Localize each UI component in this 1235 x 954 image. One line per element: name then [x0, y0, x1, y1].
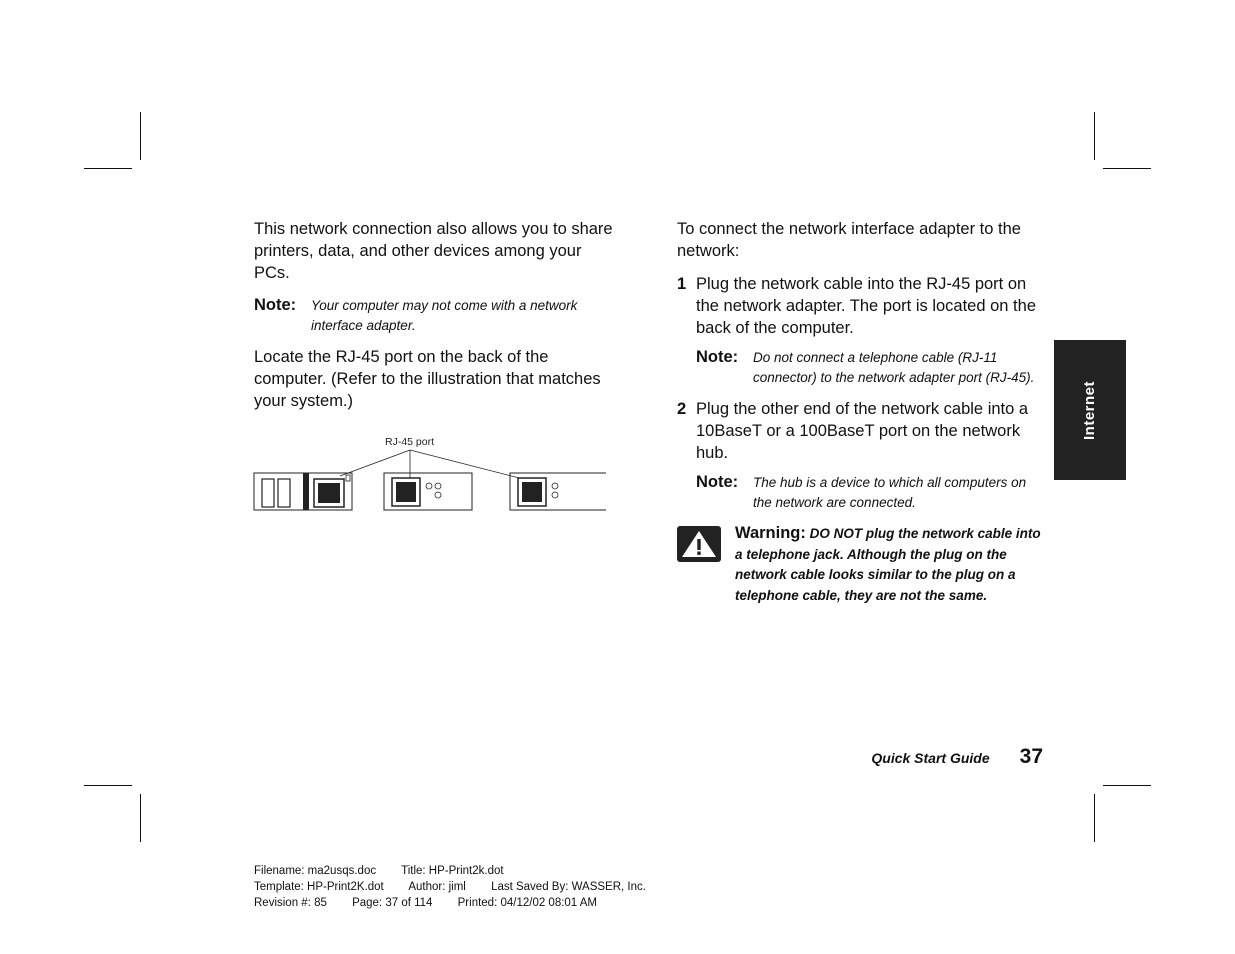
warning-block	[677, 523, 1047, 606]
meta-filename: Filename: ma2usqs.doc	[254, 865, 377, 877]
note-text: Your computer may not come with a network interface adapter.	[311, 298, 578, 333]
document-metadata	[254, 863, 668, 911]
meta-author: Author: jiml	[408, 881, 466, 893]
crop-mark	[1094, 112, 1095, 160]
meta-revision: Revision #: 85	[254, 897, 327, 909]
meta-title: Title: HP-Print2k.dot	[401, 865, 504, 877]
crop-mark	[1103, 785, 1151, 786]
rj45-port-label: RJ-45 port	[385, 436, 435, 448]
warning-triangle-icon	[677, 523, 735, 606]
step-number: 1	[677, 275, 687, 293]
step-1	[677, 273, 1047, 339]
locate-port-paragraph: Locate the RJ-45 port on the back of the computer. (Refer to the illustration that matches your system.)	[254, 348, 601, 410]
note-label: Note:	[254, 296, 297, 314]
meta-printed: Printed: 04/12/02 08:01 AM	[457, 897, 598, 909]
intro-paragraph: This network connection also allows you to share printers, data, and other devices among your PCs.	[254, 220, 613, 282]
crop-mark	[140, 794, 141, 842]
rj45-illustration	[252, 430, 612, 520]
right-column	[677, 218, 1047, 606]
note-label: Note:	[696, 348, 739, 366]
crop-mark	[1103, 168, 1151, 169]
connect-intro: To connect the network interface adapter to the network:	[677, 220, 1021, 260]
note-label: Note:	[696, 473, 739, 491]
section-tab-internet	[1054, 340, 1126, 480]
meta-template: Template: HP-Print2K.dot	[254, 881, 384, 893]
step-number: 2	[677, 400, 687, 418]
crop-mark	[140, 112, 141, 160]
section-tab-label: Internet	[1081, 380, 1099, 440]
warning-text-block	[735, 523, 1047, 606]
meta-page: Page: 37 of 114	[352, 897, 433, 909]
step-2	[677, 398, 1047, 464]
note-network-adapter	[254, 295, 614, 336]
note-text: Do not connect a telephone cable (RJ-11 connector) to the network adapter port (RJ-45).	[753, 350, 1035, 385]
warning-label: Warning:	[735, 524, 806, 542]
page-number: 37	[1019, 745, 1043, 768]
step-text: Plug the other end of the network cable into a 10BaseT or a 100BaseT port on the network hub.	[696, 400, 1029, 462]
page-footer	[871, 745, 1043, 769]
crop-mark	[84, 785, 132, 786]
warning-text: DO NOT plug the network cable into a telephone jack. Although the plug on the network cable looks similar to the plug on a telephone cable, they are not the same.	[735, 526, 1041, 603]
crop-mark	[84, 168, 132, 169]
note-text: The hub is a device to which all computers on the network are connected.	[753, 475, 1027, 510]
guide-title: Quick Start Guide	[871, 750, 990, 766]
left-column	[254, 218, 614, 423]
meta-last-saved: Last Saved By: WASSER, Inc.	[491, 881, 646, 893]
note-telephone-cable	[696, 347, 1047, 388]
step-text: Plug the network cable into the RJ-45 port on the network adapter. The port is located on the back of the computer.	[696, 275, 1036, 337]
note-hub	[696, 472, 1047, 513]
crop-mark	[1094, 794, 1095, 842]
